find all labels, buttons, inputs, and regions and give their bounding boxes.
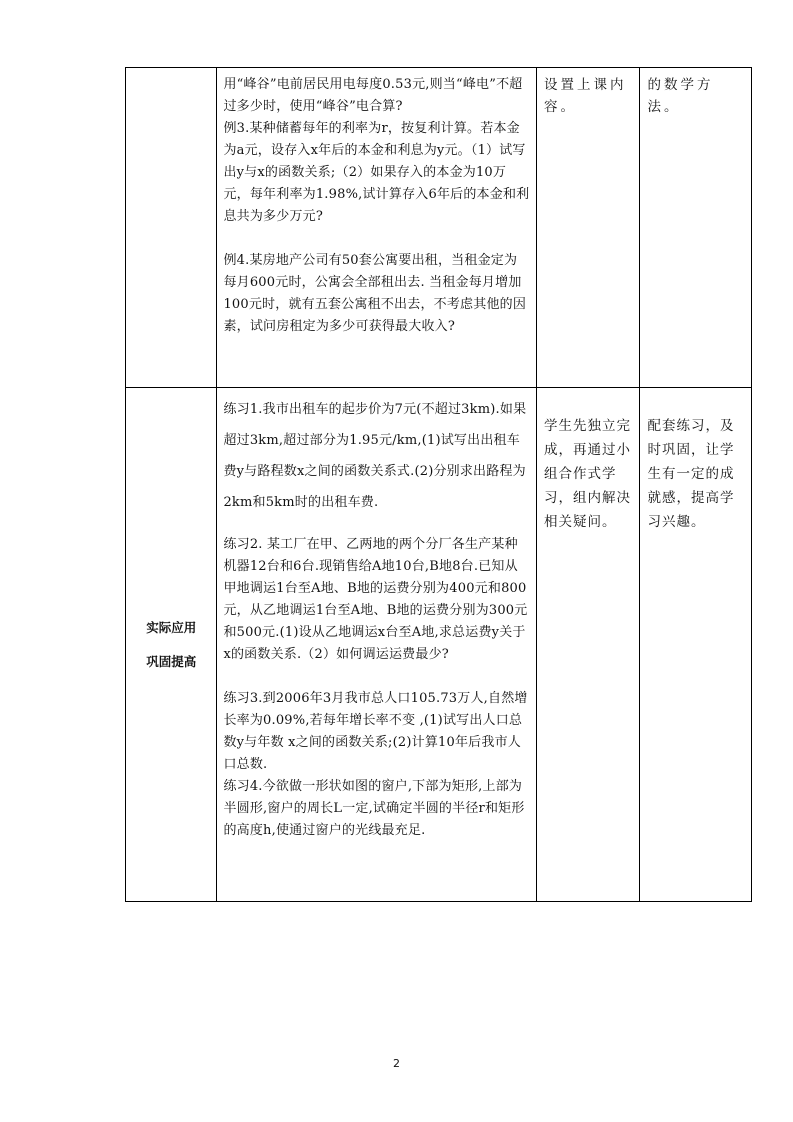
design-intent-cell: 的数学方法。 (640, 68, 752, 388)
table-row (126, 68, 752, 388)
lesson-plan-table (125, 67, 752, 902)
content-paragraph: 用“峰谷”电前居民用电每度0.53元,则当“峰电”不超过多少时，使用“峰谷”电合算? (223, 77, 523, 114)
table-row (126, 388, 752, 902)
practice-3-paragraph: 练习3.到2006年3月我市总人口105.73万人,自然增长率为0.09%,若每年增长率不变 ,(1)试写出人口总数y与年数 x之间的函数关系;(2)计算10年后我市人口总数. (223, 691, 528, 772)
section-label-line-1: 实际应用 (146, 619, 197, 635)
practice-content-cell (217, 388, 537, 902)
section-label-line-2: 巩固提高 (146, 653, 197, 669)
student-activity-cell: 设置上课内容。 (536, 68, 639, 388)
practice-4-paragraph: 练习4.今欲做一形状如图的窗户,下部为矩形,上部为半圆形,窗户的周长L一定,试确定半圆的半径r和矩形的高度h,使通过窗户的光线最充足. (223, 779, 525, 838)
teaching-content-cell (217, 68, 537, 388)
example-3-paragraph: 例3.某种储蓄每年的利率为r，按复利计算。若本金为a元，设存入x年后的本金和利息为y元。（1）试写出y与x的函数关系;（2）如果存入的本金为10万元，每年利率为1.98%,试计算存入6年后的本金和利息共为多少万元? (223, 121, 530, 224)
section-label-cell (126, 68, 217, 388)
practice-2-paragraph: 练习2. 某工厂在甲、乙两地的两个分厂各生产某种机器12台和6台.现销售给A地10台,B地8台.已知从甲地调运1台至A地、B地的运费分别为400元和800元，从乙地调运1台至A地、B地的运费分别为300元和500元.(1)设从乙地调运x台至A地,求总运费y关于x的函数关系.（2）如何调运运费最少? (223, 537, 528, 662)
section-label-cell (126, 388, 217, 902)
practice-1-paragraph: 练习1.我市出租车的起步价为7元(不超过3km).如果超过3km,超过部分为1.95元/km,(1)试写出出租车费y与路程数x之间的函数关系式.(2)分别求出路程为2km和5km时的出租车费. (223, 402, 527, 510)
example-4-paragraph: 例4.某房地产公司有50套公寓要出租，当租金定为每月600元时，公寓会全部租出去. 当租金每月增加100元时，就有五套公寓租不出去，不考虑其他的因素，试问房租定为多少可获得最大收入? (223, 253, 527, 334)
design-intent-cell: 配套练习，及时巩固，让学生有一定的成就感，提高学习兴趣。 (640, 388, 752, 902)
page-number: 2 (393, 1057, 400, 1070)
student-activity-cell: 学生先独立完成，再通过小组合作式学习，组内解决相关疑问。 (536, 388, 639, 902)
